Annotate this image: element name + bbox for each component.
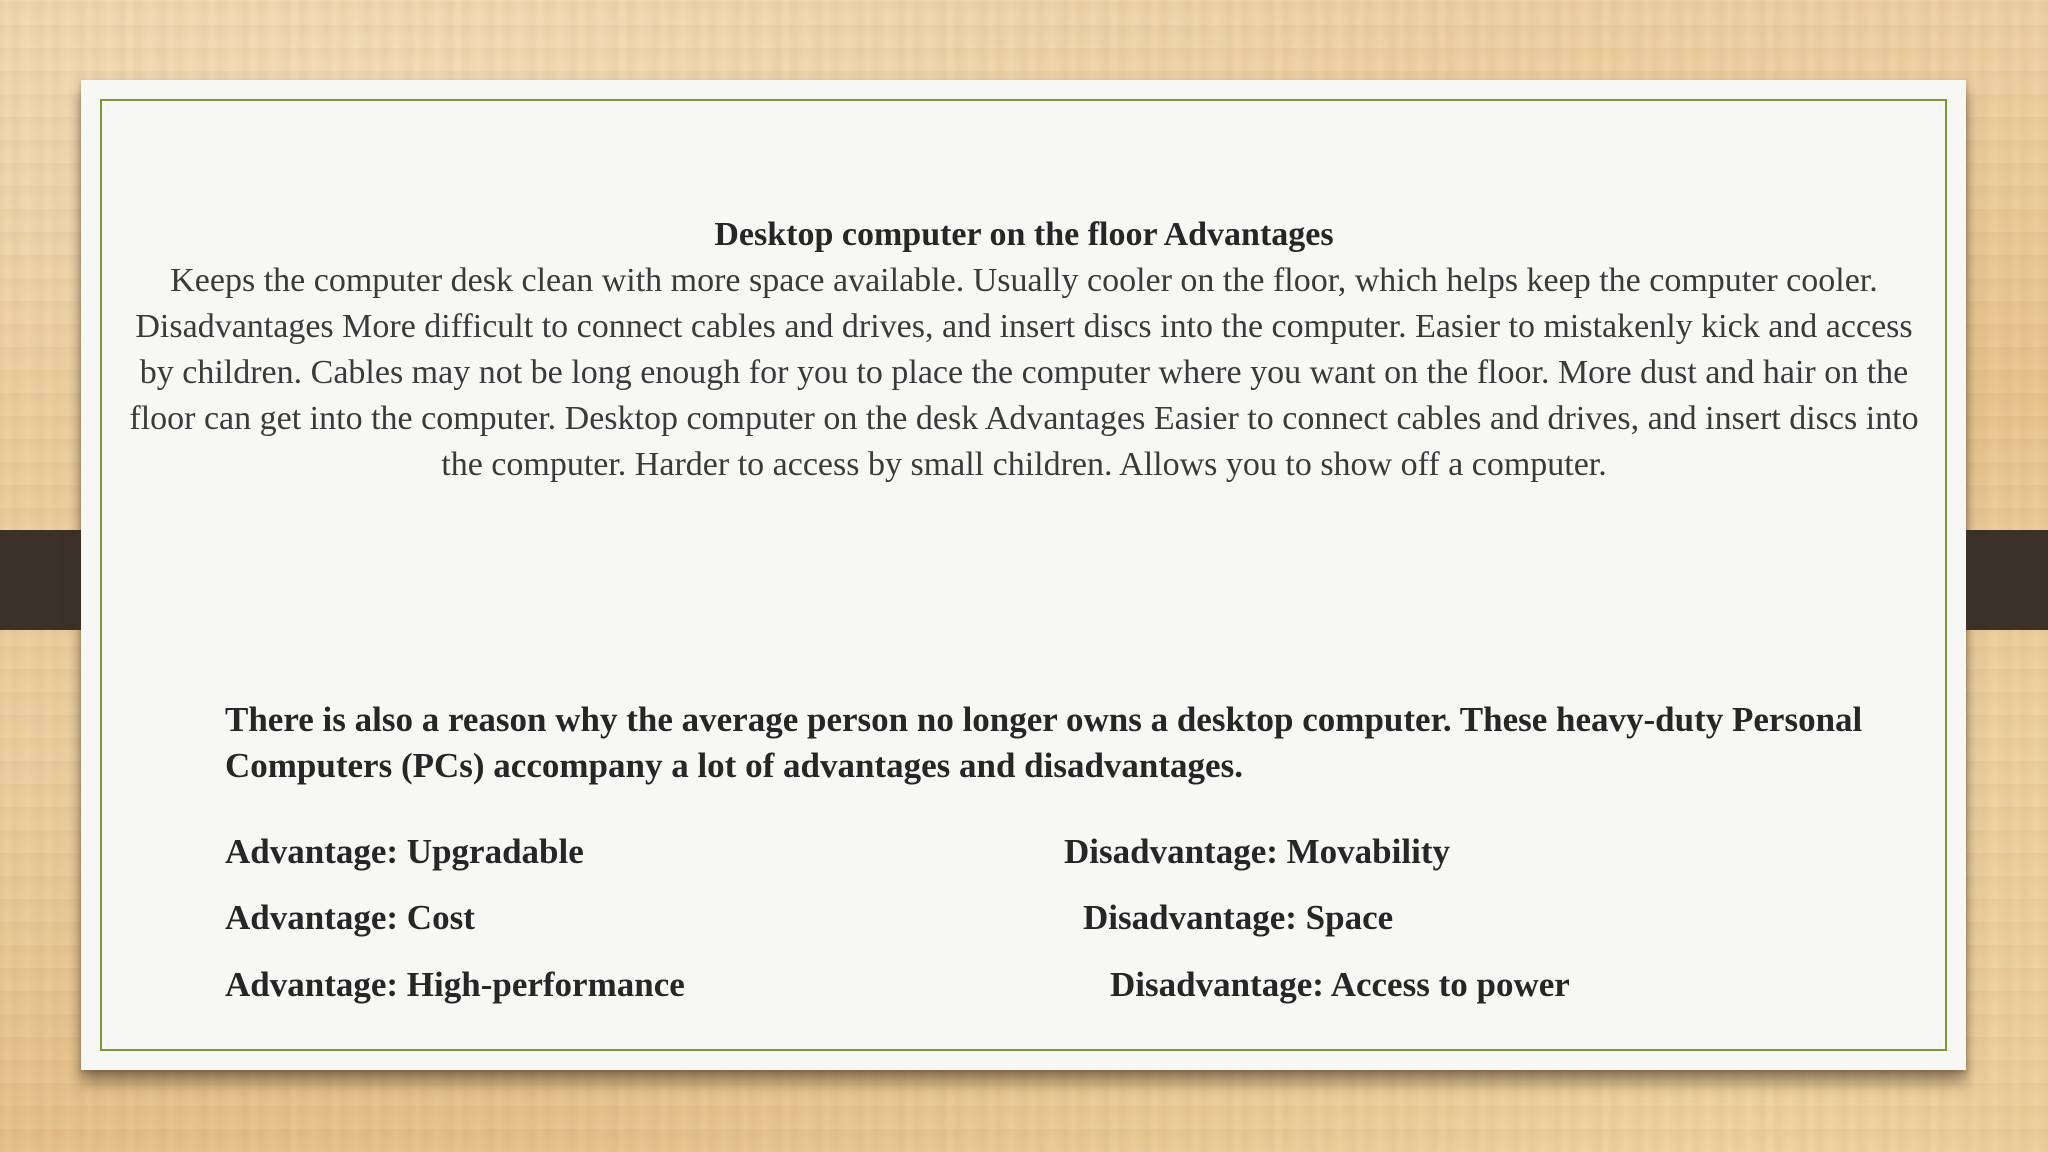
disadvantage-item: Disadvantage: Access to power	[1110, 965, 1570, 1004]
disadvantage-item: Disadvantage: Space	[1083, 898, 1394, 937]
floor-vs-desk-text-block	[129, 212, 1919, 488]
advantage-item: Advantage: Cost	[225, 898, 475, 937]
summary-paragraph: There is also a reason why the average person no longer owns a desktop computer. These heavy-duty Personal Computers (PCs) accompany a lot of advantages and disadvantages.	[225, 700, 1863, 785]
advantage-item: Advantage: High-performance	[225, 965, 685, 1004]
advantage-item: Advantage: Upgradable	[225, 832, 584, 871]
slide-body-text: Keeps the computer desk clean with more space available. Usually cooler on the floor, which helps keep the computer cooler. Disadvantages More difficult to connect cables and drives, and insert discs into the computer. Easier to mistakenly kick and access by children. Cables may not be long enough for you to place the computer where you want on the floor. More dust and hair on the floor can get into the computer. Desktop computer on the desk Advantages Easier to connect cables and drives, and insert discs into the computer. Harder to access by small children. Allows you to show off a computer.	[129, 262, 1919, 483]
disadvantage-item: Disadvantage: Movability	[1064, 832, 1450, 871]
slide-card	[81, 80, 1966, 1070]
slide-heading: Desktop computer on the floor Advantages	[714, 216, 1334, 253]
